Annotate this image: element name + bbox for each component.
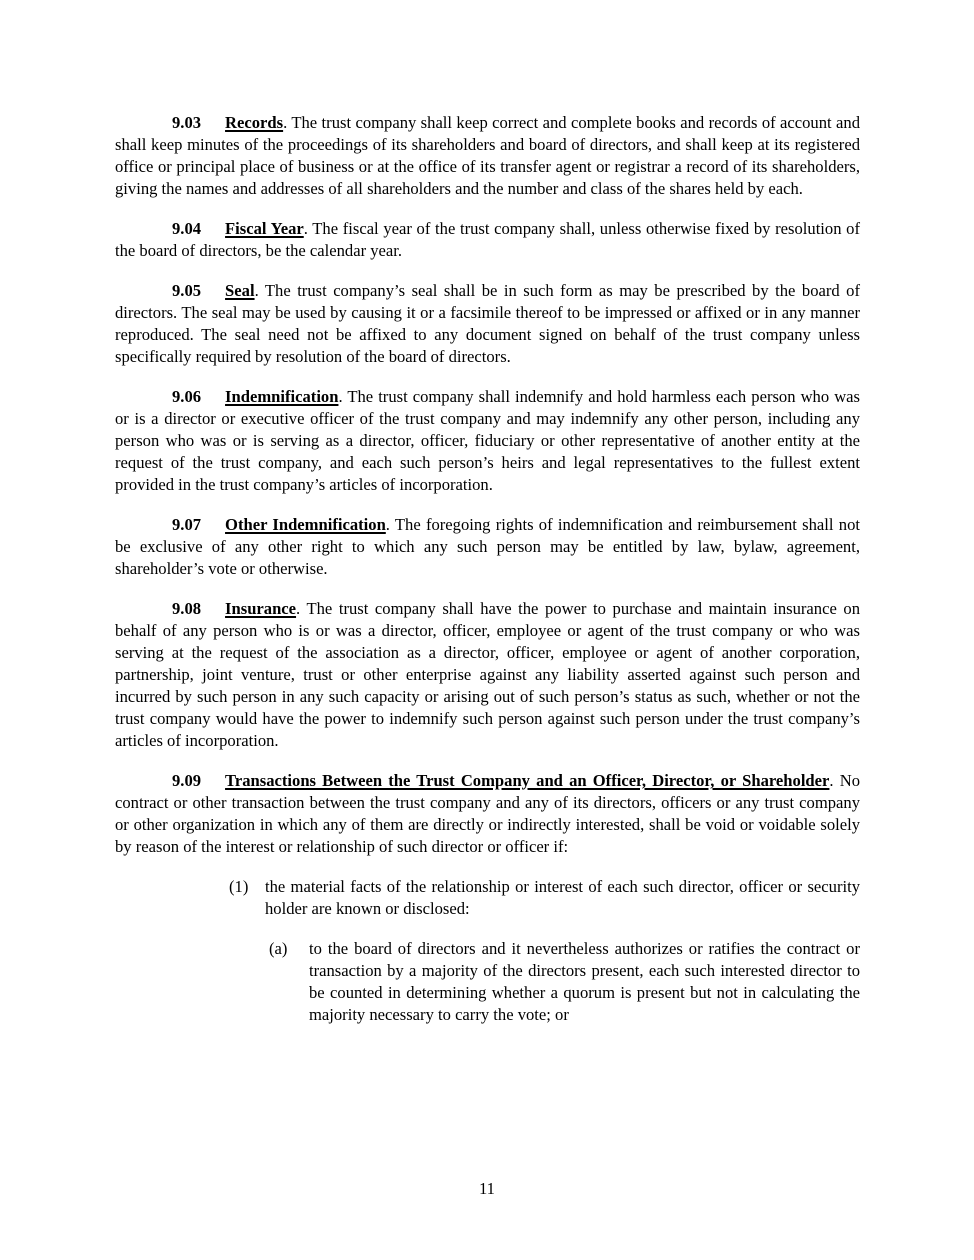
section-9-05 [115,280,860,368]
list-item-1 [229,876,860,920]
section-heading: Insurance [225,599,297,618]
section-9-03 [115,112,860,200]
section-number: 9.09 [172,771,202,790]
list-item-text: the material facts of the relationship or interest of each such director, officer or security holder are known or disclosed: [265,877,860,918]
section-9-07 [115,514,860,580]
document-page [115,112,860,1044]
section-text: . The trust company shall keep correct and complete books and records of account and shall keep minutes of the proceedings of its shareholders and board of directors, and shall keep at its registered office or principal place of business or at the office of its transfer agent or registrar a record of its shareholders, giving the names and addresses of all shareholders and the number and class of the shares held by each. [115,113,860,198]
list-item-text: to the board of directors and it nevertheless authorizes or ratifies the contract or transaction by a majority of the directors present, each such interested director to be counted in determining whether a quorum is present but not in calculating the majority necessary to carry the vote; or [309,939,860,1024]
section-number: 9.06 [172,387,202,406]
section-text: . The trust company’s seal shall be in such form as may be prescribed by the board of directors. The seal may be used by causing it or a facsimile thereof to be impressed or affixed or in any manner reproduced. The seal need not be affixed to any document signed on behalf of the trust company unless specifically required by resolution of the board of directors. [115,281,860,366]
section-heading: Indemnification [225,387,339,406]
section-number: 9.04 [172,219,202,238]
page-number: 11 [479,1179,495,1198]
section-text: . The foregoing rights of indemnification and reimbursement shall not be exclusive of any other right to which any such person may be entitled by law, bylaw, agreement, shareholder’s vote or otherwise. [115,515,860,578]
list-marker: (a) [269,939,288,958]
section-heading: Other Indemnification [225,515,386,534]
list-item-a [269,938,860,1026]
section-heading: Fiscal Year [225,219,304,238]
section-number: 9.08 [172,599,202,618]
section-heading: Records [225,113,284,132]
section-9-06 [115,386,860,496]
section-9-04 [115,218,860,262]
section-text: . The trust company shall indemnify and hold harmless each person who was or is a director or executive officer of the trust company and may indemnify any other person, including any person who was or is serving as a director, officer, fiduciary or other representative of another entity at the request of the trust company, and each such person’s heirs and legal representatives to the fullest extent provided in the trust company’s articles of incorporation. [115,387,860,494]
list-marker: (1) [229,877,249,896]
section-heading: Transactions Between the Trust Company and an Officer, Director, or Shareholder [225,771,830,790]
section-text: . No contract or other transaction between the trust company and any of its directors, officers or any trust company or other organization in which any of them are directly or indirectly interested, shall be void or voidable solely by reason of the interest or relationship of such director or officer if: [115,771,861,856]
section-heading: Seal [225,281,255,300]
section-9-08 [115,598,860,752]
section-text: . The trust company shall have the power to purchase and maintain insurance on behalf of any person who is or was a director, officer, employee or agent of the trust company or who was serving at the request of the association as a director, officer, employee or agent of another corporation, partnership, joint venture, trust or other enterprise against any liability asserted against such person and incurred by such person in any such capacity or arising out of such person’s status as such, whether or not the trust company would have the power to indemnify such person against such person under the trust company’s articles of incorporation. [115,599,860,750]
section-number: 9.05 [172,281,202,300]
section-9-09 [115,770,860,858]
section-number: 9.03 [172,113,202,132]
section-text: . The fiscal year of the trust company shall, unless otherwise fixed by resolution of the board of directors, be the calendar year. [115,219,860,260]
section-number: 9.07 [172,515,202,534]
